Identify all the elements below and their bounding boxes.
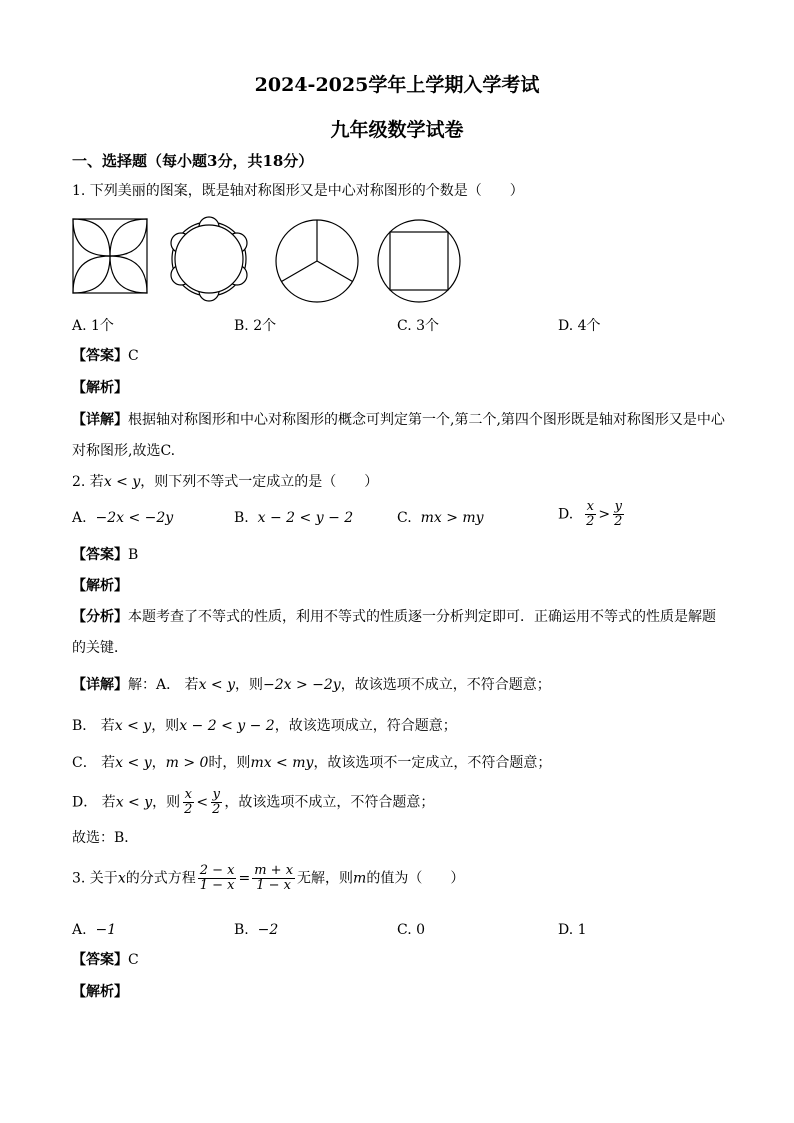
inequality-sign: >	[598, 506, 611, 523]
q1-answer	[72, 346, 139, 366]
math-expr: x − 2 < y − 2	[179, 718, 275, 734]
q2-option-c	[397, 508, 484, 528]
stem-text: 的值为（ ）	[366, 870, 465, 887]
q1-figure-2	[164, 214, 254, 304]
q1-option-a: A. 1个	[72, 318, 114, 334]
detail-text: 根据轴对称图形和中心对称图形的概念可判定第一个,第二个,第四个图形既是轴对称图形又是中心	[128, 412, 725, 428]
option-expr: x − 2 < y − 2	[257, 510, 354, 526]
math-expr: x < y	[198, 677, 235, 693]
math-expr: mx < my	[250, 755, 314, 771]
detail-text: 解：A． 若	[128, 677, 199, 693]
q1-option-d: D. 4个	[558, 318, 601, 334]
fraction: $\frac{y}{2}$	[212, 787, 221, 817]
fraction: $\frac{2 - x}{1 - x}$	[199, 863, 235, 893]
option-expr: −2x < −2y	[95, 510, 174, 526]
answer-tag: 【答案】	[72, 547, 128, 563]
detail-text: C． 若	[72, 755, 116, 771]
detail-text: ，则	[151, 718, 180, 734]
q2-detail-b	[72, 716, 457, 736]
q2-analysis-tag: 【解析】	[72, 578, 128, 594]
math-expr: −2x > −2y	[263, 677, 341, 693]
option-label: A.	[72, 510, 87, 526]
option-label: C.	[397, 510, 412, 526]
q2-conclusion: 故选：B．	[72, 830, 139, 846]
detail-text: ，则	[152, 794, 181, 811]
detail-tag: 【详解】	[72, 677, 128, 693]
q2-fenxi-line1	[72, 607, 716, 627]
q3-option-b	[234, 920, 278, 940]
inequality-sign: <	[196, 794, 209, 811]
q1-figure-1	[72, 218, 148, 294]
q2-stem-prefix: 2. 若	[72, 474, 104, 490]
equals-sign: =	[238, 870, 251, 887]
q2-option-a	[72, 508, 173, 528]
stem-text: 的分式方程	[125, 870, 196, 887]
detail-text: D． 若	[72, 794, 116, 811]
q2-stem-suffix: ，则下列不等式一定成立的是（ ）	[140, 474, 379, 490]
q3-analysis-tag: 【解析】	[72, 984, 128, 1000]
q1-option-b: B. 2个	[234, 318, 277, 334]
stem-text: 无解，则	[297, 870, 354, 887]
q2-stem-condition: x < y	[103, 474, 141, 490]
q3-option-d: D. 1	[558, 922, 587, 938]
q1-detail-line1	[72, 410, 725, 430]
q1-figure-4	[376, 218, 462, 304]
q3-option-a	[72, 920, 116, 940]
answer-value: C	[128, 952, 139, 968]
q1-option-c: C. 3个	[397, 318, 440, 334]
detail-text: ，则	[235, 677, 263, 693]
option-label: B.	[234, 922, 249, 938]
option-label: D.	[558, 506, 574, 523]
math-expr: x	[117, 870, 126, 887]
math-expr: m > 0	[165, 755, 209, 771]
detail-tag: 【详解】	[72, 412, 128, 428]
q2-option-b	[234, 508, 353, 528]
option-label: A.	[72, 922, 87, 938]
fraction: $\frac{y}{2}$	[614, 499, 623, 529]
q3-option-c: C. 0	[397, 922, 426, 938]
option-label: B.	[234, 510, 249, 526]
q2-option-d	[558, 500, 626, 529]
fenxi-tag: 【分析】	[72, 609, 128, 625]
math-expr: m	[353, 870, 367, 887]
answer-tag: 【答案】	[72, 348, 128, 364]
page-subtitle: 九年级数学试卷	[330, 119, 464, 141]
answer-value: C	[128, 348, 139, 364]
page-title: 2024-2025学年上学期入学考试	[254, 74, 540, 96]
q1-detail-line2: 对称图形,故选C.	[72, 443, 176, 459]
q2-stem	[72, 472, 378, 492]
detail-text: ，故该选项不一定成立，不符合题意；	[313, 755, 552, 771]
section-heading: 一、选择题（每小题3分，共18分）	[72, 152, 314, 170]
math-expr: x < y	[114, 718, 152, 734]
answer-value: B	[128, 547, 139, 563]
q1-figure-3	[274, 218, 360, 304]
q3-stem	[72, 864, 464, 893]
q1-analysis-tag: 【解析】	[72, 380, 128, 396]
fraction: $\frac{m + x}{1 - x}$	[254, 863, 294, 893]
option-expr: mx > my	[420, 510, 484, 526]
detail-text: ，	[151, 755, 166, 771]
q1-stem: 1. 下列美丽的图案，既是轴对称图形又是中心对称图形的个数是（ ）	[72, 183, 524, 199]
q2-answer	[72, 545, 138, 565]
detail-text: B． 若	[72, 718, 115, 734]
math-expr: x < y	[115, 794, 153, 811]
stem-text: 3. 关于	[72, 870, 118, 887]
option-expr: −1	[95, 922, 117, 938]
answer-tag: 【答案】	[72, 952, 128, 968]
math-expr: x < y	[115, 755, 152, 771]
q3-answer	[72, 950, 139, 970]
detail-text: 时，则	[208, 755, 251, 771]
q2-detail-a	[72, 675, 551, 695]
detail-text: ，故该选项不成立，不符合题意；	[340, 677, 551, 693]
fraction: $\frac{x}{2}$	[586, 499, 595, 529]
detail-text: ，故该选项成立，符合题意；	[274, 718, 457, 734]
q2-fenxi-line2: 的关键．	[72, 640, 128, 656]
fenxi-text: 本题考查了不等式的性质，利用不等式的性质逐一分析判定即可．正确运用不等式的性质是解题	[128, 609, 716, 625]
q2-detail-d	[72, 788, 434, 817]
fraction: $\frac{x}{2}$	[184, 787, 193, 817]
option-expr: −2	[257, 922, 279, 938]
q2-detail-c	[72, 753, 551, 773]
detail-text: ，故该选项不成立，不符合题意；	[224, 794, 435, 811]
